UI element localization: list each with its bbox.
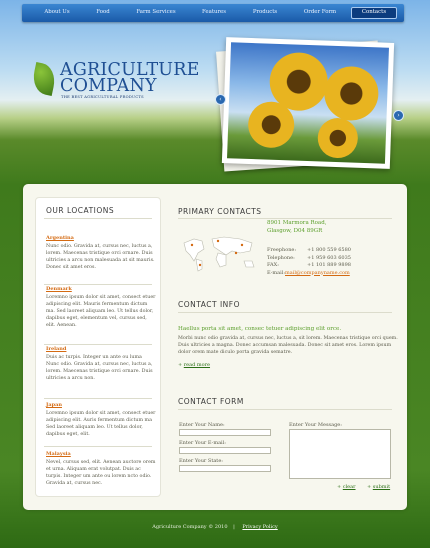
nav-food[interactable]: Food bbox=[96, 9, 110, 15]
sunflower-slideshow bbox=[218, 38, 394, 170]
leaf-logo-icon bbox=[30, 62, 58, 96]
location-text: Loremno ipsum dolor sit amet, consect etuer adipiscing elit. Mauris fermentum dictum ma. Sed laoreet aliquam leo. Ut tellus dolor, dapibus eget, elementum vel, cursus sed, elit. Aenean. bbox=[46, 295, 156, 328]
nav-products[interactable]: Products bbox=[252, 9, 278, 15]
location-name[interactable]: Denmark bbox=[46, 286, 72, 292]
clear-button[interactable]: + clear bbox=[337, 484, 356, 490]
name-label: Enter Your Name: bbox=[179, 422, 225, 428]
nav-features[interactable]: Features bbox=[201, 9, 227, 15]
read-more-link[interactable]: + read more bbox=[178, 362, 211, 368]
message-label: Enter Your Message: bbox=[289, 422, 342, 428]
main-nav bbox=[22, 4, 404, 22]
contact-info-heading: CONTACT INFO bbox=[178, 300, 240, 309]
location-name[interactable]: Argentina bbox=[46, 235, 74, 241]
location-malaysia bbox=[46, 451, 156, 487]
footer bbox=[0, 524, 430, 530]
location-argentina bbox=[46, 235, 156, 271]
footer-copyright: Agriculture Company © 2010 bbox=[152, 524, 228, 530]
sunflower-photo bbox=[222, 37, 394, 169]
state-label: Enter Your State: bbox=[179, 458, 223, 464]
location-text: Nevel, cursus sed, elit. Aenean auctore orem et urna. Aliquam erat volutpat. Duis ac turpis. Integer um ante ou lorem ncto odio. Gravida at, cursus nec. bbox=[46, 460, 156, 486]
state-input[interactable] bbox=[179, 465, 271, 472]
nav-contacts[interactable]: Contacts bbox=[351, 7, 397, 19]
location-denmark bbox=[46, 286, 156, 329]
nav-farm-services[interactable]: Farm Services bbox=[136, 9, 176, 15]
location-text: Loremno ipsum dolor sit amet, consect etuer adipiscing elit. Auris fermentum dictum ma Sed laoreet aliquam leo. Ut tellus dolor, dapibus eget, elit. bbox=[46, 411, 156, 437]
contact-table: Freephone: +1 800 559 6580 Telephone: +1 959 603 6035 FAX: +1 101 889 9898 E-mail: mail@companyname.com bbox=[267, 247, 351, 276]
contact-info-text: Morbi nunc odio gravida at, cursus nec, luctus a, sit lorem. Maecenas tristique orci quem. Duis ultricies a magna. Donec accumsan malesuada. Donec sit amet eros. Lorem ipsum dolor orem mate diculo porta gravida sematre. bbox=[178, 336, 398, 355]
nav-order-form[interactable]: Order Form bbox=[303, 9, 337, 15]
message-textarea[interactable] bbox=[289, 429, 391, 479]
slider-next-button[interactable]: › bbox=[393, 110, 404, 121]
privacy-policy-link[interactable]: Privacy Policy bbox=[242, 524, 278, 530]
contact-info-body bbox=[178, 326, 400, 368]
logo-line1[interactable]: AGRICULTURE bbox=[60, 60, 200, 80]
location-name[interactable]: Japan bbox=[46, 402, 62, 408]
location-japan bbox=[46, 402, 156, 438]
email-link[interactable]: mail@companyname.com bbox=[285, 269, 350, 276]
locations-heading: OUR LOCATIONS bbox=[46, 206, 115, 215]
location-ireland bbox=[46, 346, 156, 382]
footer-separator: | bbox=[233, 524, 235, 530]
slider-prev-button[interactable]: ‹ bbox=[215, 94, 226, 105]
email-input[interactable] bbox=[179, 447, 271, 454]
location-name[interactable]: Malaysia bbox=[46, 451, 71, 457]
content-panel bbox=[23, 184, 407, 510]
email-label: Enter Your E-mail: bbox=[179, 440, 226, 446]
logo-tagline: THE BEST AGRICULTURAL PRODUCTS bbox=[61, 95, 144, 99]
locations-box bbox=[35, 197, 161, 497]
primary-contacts-heading: PRIMARY CONTACTS bbox=[178, 207, 262, 216]
submit-button[interactable]: + submit bbox=[367, 484, 391, 490]
contact-address: 8901 Marmora Road, Glasgow, D04 89GR bbox=[267, 220, 327, 234]
nav-about-us[interactable]: About Us bbox=[44, 9, 70, 15]
location-text: Duis ac turpis. Integer un ante ou luma Nunc odio. Gravida at, cursus nec, luctus a, lorem. Maecenas tristique orci ornare. Duis ultricies a arcu non. bbox=[46, 355, 153, 381]
contact-info-lead: Haellus porta sit amet, consec tetuer adipiscing elit orce. bbox=[178, 326, 342, 332]
location-text: Nunc odio. Gravida at, cursus nec, luctus a, lorem. Maecenas tristique orci ornare. Duis ultricies a arcu non malesuada at sit mauris. Donec sit amet eros. bbox=[46, 244, 155, 270]
world-map-icon bbox=[180, 231, 260, 273]
location-name[interactable]: Ireland bbox=[46, 346, 67, 352]
logo-line2[interactable]: COMPANY bbox=[60, 76, 157, 96]
contact-form-heading: CONTACT FORM bbox=[178, 397, 244, 406]
name-input[interactable] bbox=[179, 429, 271, 436]
